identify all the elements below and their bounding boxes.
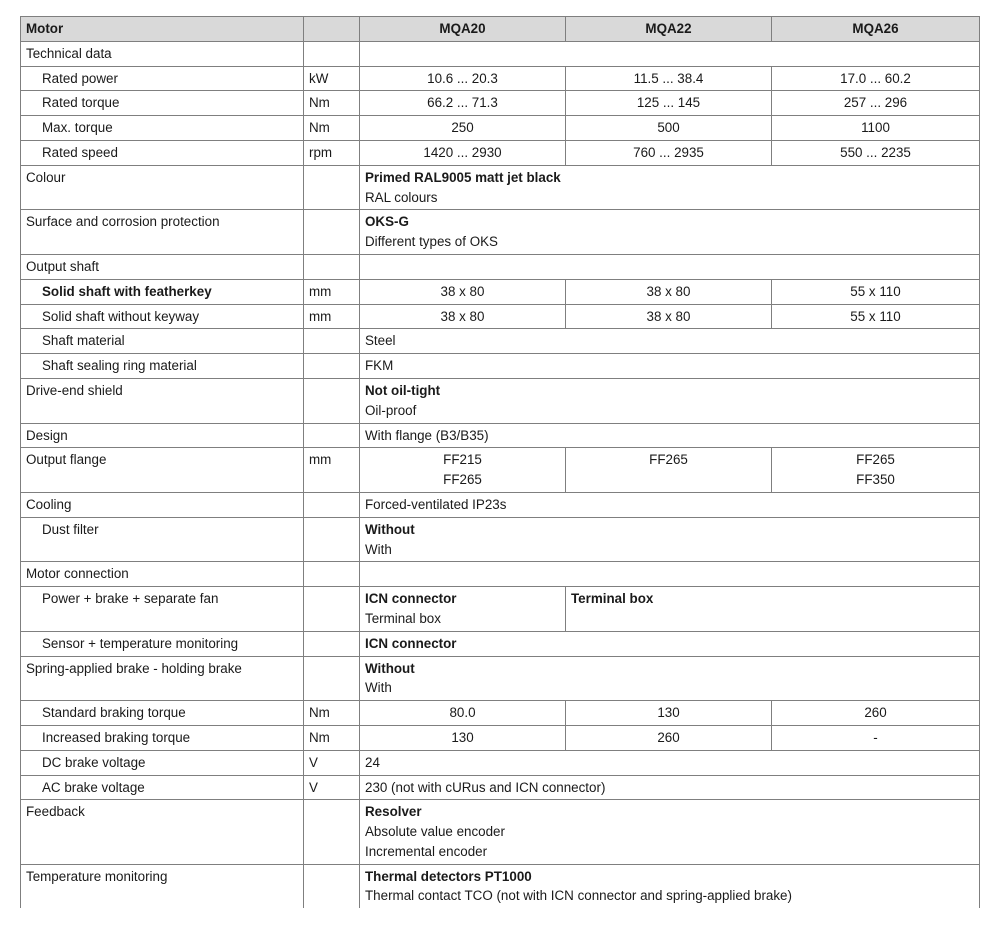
unit-cell: Nm xyxy=(304,91,360,116)
header-mqa22: MQA22 xyxy=(566,17,772,42)
row-label-technical-data: Technical data xyxy=(21,41,304,66)
row-label: AC brake voltage xyxy=(21,775,304,800)
alternative-option: Different types of OKS xyxy=(365,234,498,250)
row-label: Rated power xyxy=(21,66,304,91)
value-cell xyxy=(772,448,980,493)
alternative-option: With xyxy=(365,541,392,557)
table-row xyxy=(21,631,980,656)
flange-option: FF265 xyxy=(649,452,688,468)
table-row xyxy=(21,701,980,726)
row-label: Rated speed xyxy=(21,140,304,165)
value-cell: 1100 xyxy=(772,116,980,141)
value-cell: 55 x 110 xyxy=(772,304,980,329)
row-label: Increased braking torque xyxy=(21,725,304,750)
value-cell: 55 x 110 xyxy=(772,279,980,304)
table-row xyxy=(21,210,980,255)
value-cell xyxy=(566,587,980,632)
value-cell xyxy=(566,448,772,493)
header-motor: Motor xyxy=(21,17,304,42)
unit-cell: kW xyxy=(304,66,360,91)
value-cell: 38 x 80 xyxy=(360,304,566,329)
flange-option: FF265 xyxy=(443,472,482,488)
default-option: Thermal detectors PT1000 xyxy=(365,868,532,884)
default-option: Without xyxy=(365,660,415,676)
unit-cell: Nm xyxy=(304,116,360,141)
value-cell: 38 x 80 xyxy=(566,279,772,304)
row-label-output-shaft: Output shaft xyxy=(21,254,304,279)
default-option: Not oil-tight xyxy=(365,382,441,398)
flange-option: FF215 xyxy=(443,452,482,468)
row-label: Standard braking torque xyxy=(21,701,304,726)
row-label: Cooling xyxy=(21,492,304,517)
table-row xyxy=(21,254,980,279)
value-cell: ICN connector xyxy=(360,631,980,656)
value-cell: 550 ... 2235 xyxy=(772,140,980,165)
row-label: Design xyxy=(21,423,304,448)
table-row xyxy=(21,562,980,587)
value-cell xyxy=(360,800,980,864)
table-row xyxy=(21,41,980,66)
value-cell: 257 ... 296 xyxy=(772,91,980,116)
default-option: Primed RAL9005 matt jet black xyxy=(365,169,561,185)
table-row xyxy=(21,656,980,701)
value-cell xyxy=(360,587,566,632)
value-cell: With flange (B3/B35) xyxy=(360,423,980,448)
value-cell: 230 (not with cURus and ICN connector) xyxy=(360,775,980,800)
unit-cell: V xyxy=(304,775,360,800)
default-option: Resolver xyxy=(365,804,422,820)
value-cell xyxy=(360,448,566,493)
table-row xyxy=(21,66,980,91)
value-cell: 17.0 ... 60.2 xyxy=(772,66,980,91)
value-cell: 130 xyxy=(566,701,772,726)
value-cell xyxy=(360,210,980,255)
value-cell: Forced-ventilated IP23s xyxy=(360,492,980,517)
table-row xyxy=(21,279,980,304)
flange-option: FF265 xyxy=(856,452,895,468)
table-row xyxy=(21,423,980,448)
value-cell: 130 xyxy=(360,725,566,750)
header-mqa26: MQA26 xyxy=(772,17,980,42)
row-label: Dust filter xyxy=(21,517,304,562)
row-label: DC brake voltage xyxy=(21,750,304,775)
row-label: Power + brake + separate fan xyxy=(21,587,304,632)
table-row xyxy=(21,91,980,116)
row-label: Drive-end shield xyxy=(21,378,304,423)
row-label: Rated torque xyxy=(21,91,304,116)
value-cell xyxy=(360,378,980,423)
table-row xyxy=(21,140,980,165)
value-cell xyxy=(360,864,980,908)
value-cell: 11.5 ... 38.4 xyxy=(566,66,772,91)
row-label: Feedback xyxy=(21,800,304,864)
table-row xyxy=(21,492,980,517)
value-cell: 66.2 ... 71.3 xyxy=(360,91,566,116)
row-label: Surface and corrosion protection xyxy=(21,210,304,255)
alternative-option: With xyxy=(365,680,392,696)
alternative-option: Thermal contact TCO (not with ICN connector and spring-applied brake) xyxy=(365,888,792,904)
table-row xyxy=(21,304,980,329)
row-label: Shaft material xyxy=(21,329,304,354)
table-row xyxy=(21,864,980,908)
row-label: Temperature monitoring xyxy=(21,864,304,908)
row-label-motor-connection: Motor connection xyxy=(21,562,304,587)
default-option: OKS-G xyxy=(365,214,409,230)
value-cell: 1420 ... 2930 xyxy=(360,140,566,165)
table-row xyxy=(21,517,980,562)
table-row xyxy=(21,448,980,493)
unit-cell: mm xyxy=(304,279,360,304)
table-row xyxy=(21,116,980,141)
value-cell xyxy=(360,656,980,701)
default-option: ICN connector xyxy=(365,591,457,607)
value-cell: 38 x 80 xyxy=(360,279,566,304)
value-cell: FKM xyxy=(360,354,980,379)
row-label: Spring-applied brake - holding brake xyxy=(21,656,304,701)
motor-spec-table xyxy=(20,16,980,908)
row-label: Max. torque xyxy=(21,116,304,141)
row-label: Output flange xyxy=(21,448,304,493)
default-option: Without xyxy=(365,521,415,537)
value-cell: 125 ... 145 xyxy=(566,91,772,116)
unit-cell: V xyxy=(304,750,360,775)
value-cell: 38 x 80 xyxy=(566,304,772,329)
value-cell: 760 ... 2935 xyxy=(566,140,772,165)
default-option: Terminal box xyxy=(571,591,654,607)
value-cell: 500 xyxy=(566,116,772,141)
unit-cell: mm xyxy=(304,448,360,493)
unit-cell: Nm xyxy=(304,725,360,750)
value-cell: - xyxy=(772,725,980,750)
alternative-option: RAL colours xyxy=(365,189,438,205)
value-cell xyxy=(360,517,980,562)
table-row xyxy=(21,378,980,423)
value-cell: 260 xyxy=(772,701,980,726)
table-row xyxy=(21,165,980,210)
value-cell: 10.6 ... 20.3 xyxy=(360,66,566,91)
value-cell: 24 xyxy=(360,750,980,775)
value-cell: 260 xyxy=(566,725,772,750)
alternative-option: Oil-proof xyxy=(365,402,417,418)
row-label: Solid shaft with featherkey xyxy=(21,279,304,304)
value-cell xyxy=(360,165,980,210)
table-row xyxy=(21,354,980,379)
table-row xyxy=(21,775,980,800)
unit-cell: mm xyxy=(304,304,360,329)
table-row xyxy=(21,725,980,750)
row-label: Solid shaft without keyway xyxy=(21,304,304,329)
alternative-option: Incremental encoder xyxy=(365,843,488,859)
table-row xyxy=(21,587,980,632)
flange-option: FF350 xyxy=(856,472,895,488)
table-row xyxy=(21,329,980,354)
table-row xyxy=(21,800,980,864)
value-cell: 250 xyxy=(360,116,566,141)
row-label: Colour xyxy=(21,165,304,210)
unit-cell: Nm xyxy=(304,701,360,726)
row-label: Sensor + temperature monitoring xyxy=(21,631,304,656)
header-mqa20: MQA20 xyxy=(360,17,566,42)
value-cell: Steel xyxy=(360,329,980,354)
row-label: Shaft sealing ring material xyxy=(21,354,304,379)
header-unit xyxy=(304,17,360,42)
alternative-option: Absolute value encoder xyxy=(365,824,505,840)
unit-cell: rpm xyxy=(304,140,360,165)
table-row xyxy=(21,750,980,775)
value-cell: 80.0 xyxy=(360,701,566,726)
alternative-option: Terminal box xyxy=(365,610,441,626)
table-header-row xyxy=(21,17,980,42)
